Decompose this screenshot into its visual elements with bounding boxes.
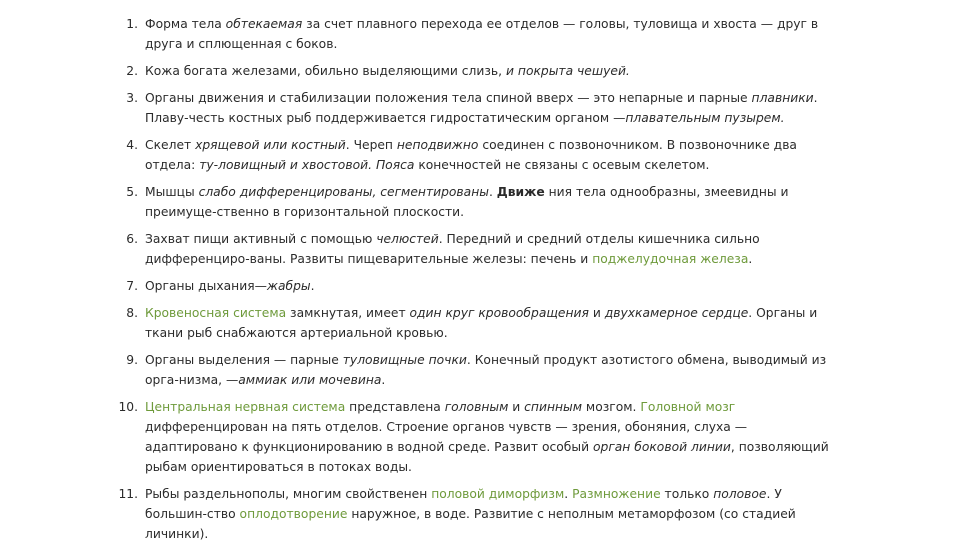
list-item [110, 397, 840, 477]
item-text [145, 303, 840, 343]
item-number: 7. [126, 279, 138, 293]
text-run: Скелет [145, 138, 196, 152]
text-run: конечностей не связаны с осевым скелетом. [414, 158, 710, 172]
list-item [110, 303, 840, 343]
emphasis-text: плавники [751, 91, 814, 105]
text-run: Рыбы раздельнополы, многим свойственен [145, 487, 432, 501]
text-run: за счет плавного перехода ее отделов — головы, туловища и хвоста — друг в друга и сплющенная с боков. [145, 17, 819, 51]
term-link[interactable]: половой диморфизм [431, 487, 565, 501]
text-run: ния тела однообразны, змеевидны и преимуще-ственно в горизонтальной плоскости. [145, 185, 789, 219]
text-run: Захват пищи активный с помощью [145, 232, 377, 246]
emphasis-text: и покрыта чешуей. [506, 64, 630, 78]
emphasis-text: половое [713, 487, 767, 501]
item-text [145, 14, 840, 54]
item-text [145, 397, 840, 477]
item-text [145, 135, 840, 175]
emphasis-text: ту-ловищный и хвостовой. [199, 158, 373, 172]
emphasis-text: слабо дифференцированы, сегментированы [198, 185, 489, 199]
term-link[interactable]: Центральная нервная система [145, 400, 346, 414]
text-run: . Плаву-честь костных рыб поддерживается гидростатическим органом — [145, 91, 818, 125]
text-run: , позволяющий рыбам ориентироваться в потоках воды. [145, 440, 829, 474]
emphasis-text: челюстей [376, 232, 439, 246]
emphasis-text: один круг кровообращения [409, 306, 589, 320]
list-item [110, 88, 840, 128]
item-number: 5. [126, 185, 138, 199]
text-run: . [748, 252, 753, 266]
emphasis-text: жабры [266, 279, 311, 293]
item-number: 8. [126, 306, 138, 320]
text-run: Органы дыхания— [145, 279, 267, 293]
list-item [110, 229, 840, 269]
term-link[interactable]: оплодотворение [239, 507, 348, 521]
text-run: . [381, 373, 386, 387]
text-run: представлена [345, 400, 445, 414]
text-run: и [508, 400, 525, 414]
emphasis-text: обтекаемая [225, 17, 303, 31]
list-item [110, 61, 840, 81]
text-run: наружное, в воде. Развитие с неполным метаморфозом (со стадией личинки). [145, 507, 796, 541]
text-run: . [564, 487, 573, 501]
list-item [110, 182, 840, 222]
text-run: только [660, 487, 714, 501]
text-run: . У большин-ство [145, 487, 782, 521]
item-text [145, 182, 840, 222]
item-text [145, 484, 840, 544]
text-run: и [588, 306, 605, 320]
emphasis-text: головным [444, 400, 509, 414]
list-item [110, 14, 840, 54]
list-item [110, 350, 840, 390]
item-number: 10. [118, 400, 138, 414]
text-run: . [488, 185, 497, 199]
text-run: соединен с позвоночником. В позвоночнике два отдела: [145, 138, 797, 172]
item-text [145, 88, 840, 128]
item-text [145, 276, 840, 296]
term-link[interactable]: Кровеносная система [145, 306, 287, 320]
text-run: Органы движения и стабилизации положения тела спиной вверх — это непарные и парные [145, 91, 752, 105]
term-link[interactable]: Размножение [572, 487, 661, 501]
text-run: Мышцы [145, 185, 199, 199]
emphasis-text: Пояса [375, 158, 415, 172]
emphasis-text: спинным [524, 400, 583, 414]
list-item [110, 276, 840, 296]
item-number: 9. [126, 353, 138, 367]
item-number: 11. [118, 487, 138, 501]
term-link[interactable]: Головной мозг [640, 400, 736, 414]
text-run: дифференцирован на пять отделов. Строение органов чувств — зрения, обоняния, слуха — адаптировано к функционированию в водной среде. Развит особый [145, 420, 748, 454]
list-item [110, 484, 840, 544]
text-run: . Передний и средний отделы кишечника сильно дифференциро-ваны. Развиты пищеварительные железы: печень и [145, 232, 760, 266]
bold-text: Движе [496, 185, 545, 199]
item-number: 6. [126, 232, 138, 246]
term-link[interactable]: поджелудочная железа [592, 252, 749, 266]
numbered-list [110, 14, 840, 551]
item-number: 3. [126, 91, 138, 105]
text-run: . Конечный продукт азотистого обмена, выводимый из орга-низма, — [145, 353, 827, 387]
emphasis-text: плавательным пузырем. [625, 111, 785, 125]
text-run: Форма тела [145, 17, 226, 31]
emphasis-text: хрящевой или костный [195, 138, 346, 152]
text-run: . Череп [345, 138, 397, 152]
item-number: 4. [126, 138, 138, 152]
emphasis-text: аммиак или мочевина [238, 373, 382, 387]
text-run: . Органы и ткани рыб снабжаются артериальной кровью. [145, 306, 818, 340]
item-text [145, 61, 840, 81]
emphasis-text: двухкамерное сердце [604, 306, 749, 320]
text-run: . [310, 279, 315, 293]
text-run: Кожа богата железами, обильно выделяющими слизь, [145, 64, 506, 78]
item-text [145, 229, 840, 269]
text-run: Органы выделения — парные [145, 353, 343, 367]
emphasis-text: неподвижно [396, 138, 479, 152]
text-run: замкнутая, имеет [286, 306, 410, 320]
item-number: 1. [126, 17, 138, 31]
emphasis-text: орган боковой линии [592, 440, 731, 454]
emphasis-text: туловищные почки [342, 353, 467, 367]
text-run: мозгом. [582, 400, 641, 414]
item-text [145, 350, 840, 390]
item-number: 2. [126, 64, 138, 78]
list-item [110, 135, 840, 175]
